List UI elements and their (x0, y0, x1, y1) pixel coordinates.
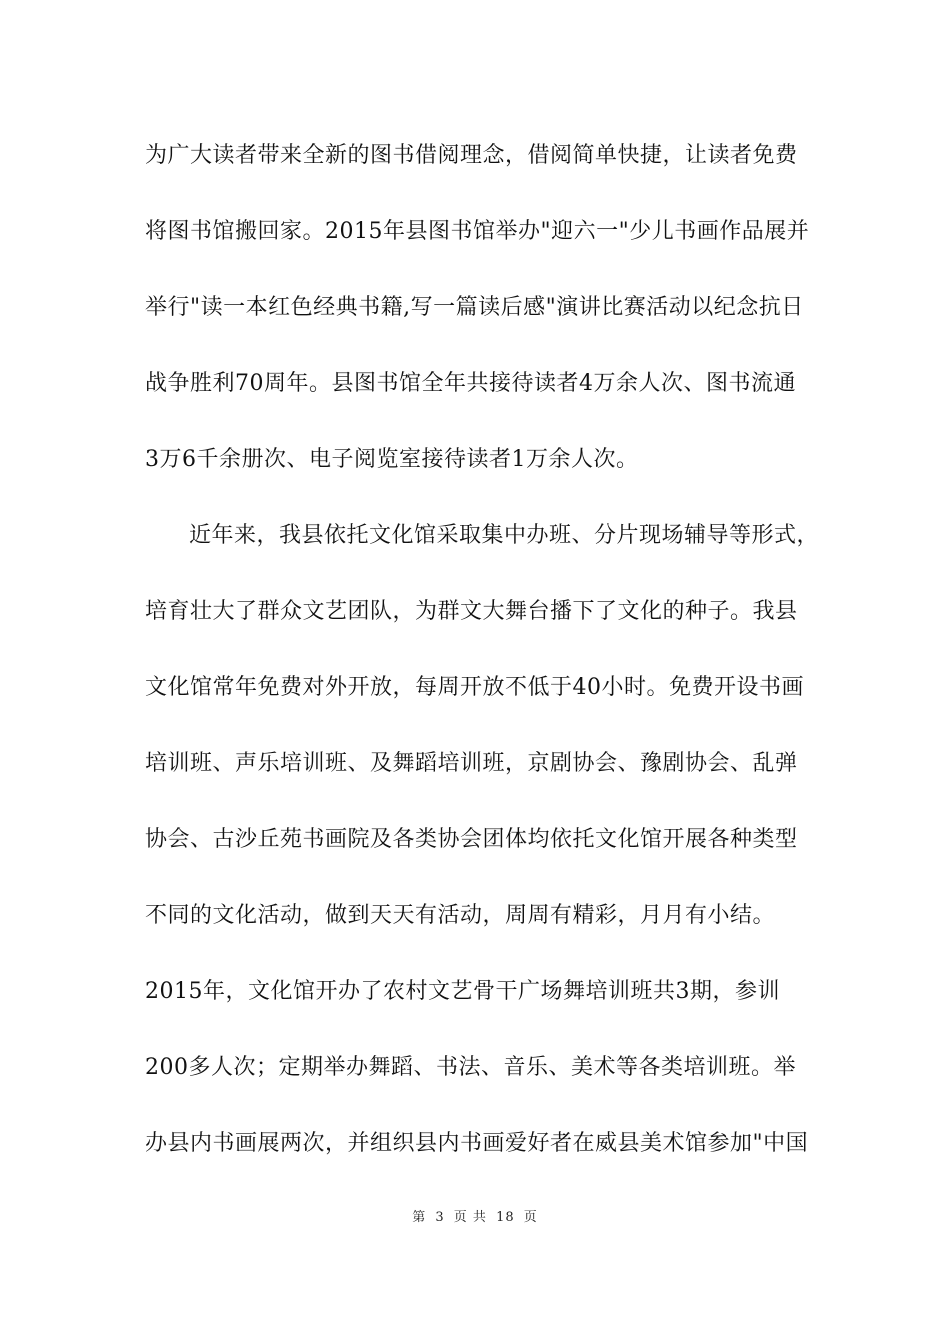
text-line-6: 近年来，我县依托文化馆采取集中办班、分片现场辅导等形式， (189, 523, 820, 548)
text-line-3: 举行"读一本红色经典书籍,写一篇读后感"演讲比赛活动以纪念抗日 (145, 295, 804, 320)
footer-suffix: 页 (523, 1210, 538, 1225)
text-line-14: 办县内书画展两次，并组织县内书画爱好者在威县美术馆参加"中国 (145, 1131, 809, 1156)
text-line-1: 为广大读者带来全新的图书借阅理念，借阅简单快捷，让读者免费 (145, 143, 798, 168)
text-line-7: 培育壮大了群众文艺团队，为群文大舞台播下了文化的种子。我县 (145, 599, 798, 624)
text-line-13: 200多人次；定期举办舞蹈、书法、音乐、美术等各类培训班。举 (145, 1055, 796, 1080)
text-line-12: 2015年，文化馆开办了农村文艺骨干广场舞培训班共3期，参训 (145, 979, 780, 1004)
text-line-11: 不同的文化活动，做到天天有活动，周周有精彩，月月有小结。 (145, 903, 776, 928)
body-text (145, 130, 820, 1194)
page-footer (0, 1206, 950, 1225)
text-line-9: 培训班、声乐培训班、及舞蹈培训班，京剧协会、豫剧协会、乱弹 (145, 751, 798, 776)
footer-prefix: 第 (412, 1210, 427, 1225)
text-line-4: 战争胜利70周年。县图书馆全年共接待读者4万余人次、图书流通 (145, 371, 796, 396)
text-line-8: 文化馆常年免费对外开放，每周开放不低于40小时。免费开设书画 (145, 675, 804, 700)
footer-middle: 页 共 (453, 1210, 487, 1225)
footer-current-page: 3 (435, 1210, 445, 1225)
footer-total-pages: 18 (496, 1210, 515, 1225)
text-line-5: 3万6千余册次、电子阅览室接待读者1万余人次。 (145, 447, 639, 472)
text-line-2: 将图书馆搬回家。2015年县图书馆举办"迎六一"少儿书画作品展并 (145, 219, 810, 244)
text-line-10: 协会、古沙丘苑书画院及各类协会团体均依托文化馆开展各种类型 (145, 827, 798, 852)
